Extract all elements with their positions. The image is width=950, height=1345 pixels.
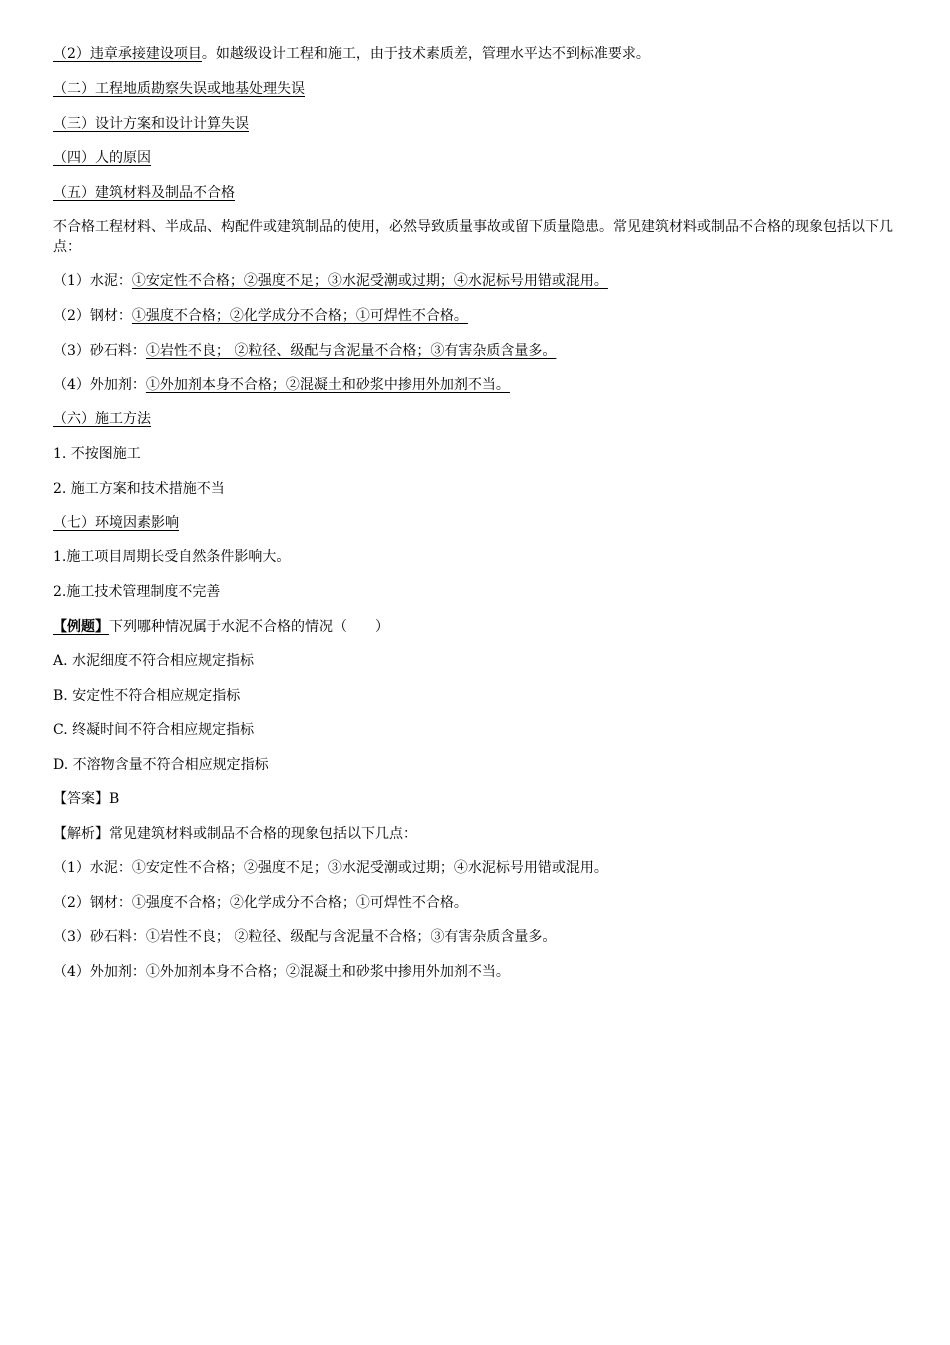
option-c: C. 终凝时间不符合相应规定指标 [53, 722, 255, 738]
list-item-admixture-text: ①外加剂本身不合格；②混凝土和砂浆中掺用外加剂不当。 [145, 377, 510, 393]
analysis-admixture: （4）外加剂：①外加剂本身不合格；②混凝土和砂浆中掺用外加剂不当。 [53, 964, 510, 980]
heading-materials-text: （五）建筑材料及制品不合格 [53, 185, 235, 201]
heading-design [53, 114, 910, 134]
heading-materials [53, 183, 910, 203]
list-item-management-system: 2.施工技术管理制度不完善 [53, 584, 221, 600]
example-tag: 【例题】 [53, 619, 109, 635]
list-item-aggregate-label: （3）砂石料： [53, 343, 146, 359]
analysis-cement: （1）水泥：①安定性不合格；②强度不足；③水泥受潮或过期；④水泥标号用错或混用。 [53, 860, 608, 876]
heading-environment-text: （七）环境因素影响 [53, 515, 179, 531]
heading-construction-method [53, 409, 910, 429]
analysis-intro: 【解析】常见建筑材料或制品不合格的现象包括以下几点： [53, 826, 417, 842]
list-item-steel [53, 306, 910, 326]
heading-design-text: （三）设计方案和设计计算失误 [53, 116, 249, 132]
list-item-natural-conditions: 1.施工项目周期长受自然条件影响大。 [53, 549, 291, 565]
list-item-steel-text: ①强度不合格；②化学成分不合格；①可焊性不合格。 [131, 308, 468, 324]
paragraph-illegal-contracting [53, 44, 910, 64]
list-item-admixture-label: （4）外加剂： [53, 377, 146, 393]
heading-human [53, 148, 910, 168]
heading-geology [53, 79, 910, 99]
option-a: A. 水泥细度不符合相应规定指标 [53, 653, 255, 669]
list-item-aggregate-text: ①岩性不良； ②粒径、级配与含泥量不合格；③有害杂质含量多。 [145, 343, 557, 359]
example-question-text: 下列哪种情况属于水泥不合格的情况（ ） [109, 619, 389, 635]
list-item-aggregate [53, 341, 910, 361]
list-item-not-following-drawings: 1. 不按图施工 [53, 446, 141, 462]
list-item-cement-text: ①安定性不合格；②强度不足；③水泥受潮或过期；④水泥标号用错或混用。 [131, 273, 608, 289]
heading-environment [53, 513, 910, 533]
paragraph-materials-intro: 不合格工程材料、半成品、构配件或建筑制品的使用，必然导致质量事故或留下质量隐患。常见建筑材料或制品不合格的现象包括以下几点： [53, 219, 893, 255]
option-b: B. 安定性不符合相应规定指标 [53, 688, 241, 704]
heading-human-text: （四）人的原因 [53, 150, 151, 166]
heading-construction-method-text: （六）施工方法 [53, 411, 151, 427]
heading-geology-text: （二）工程地质勘察失误或地基处理失误 [53, 81, 305, 97]
analysis-aggregate: （3）砂石料：①岩性不良； ②粒径、级配与含泥量不合格；③有害杂质含量多。 [53, 929, 557, 945]
list-item-improper-plan: 2. 施工方案和技术措施不当 [53, 481, 225, 497]
example-question [53, 617, 910, 637]
list-item-admixture [53, 375, 910, 395]
subheading-illegal-contracting: （2）违章承接建设项目 [53, 46, 202, 62]
list-item-cement [53, 271, 910, 291]
option-d: D. 不溶物含量不符合相应规定指标 [53, 757, 269, 773]
list-item-cement-label: （1）水泥： [53, 273, 132, 289]
analysis-steel: （2）钢材：①强度不合格；②化学成分不合格；①可焊性不合格。 [53, 895, 468, 911]
text-illegal-contracting: 。如越级设计工程和施工，由于技术素质差，管理水平达不到标准要求。 [201, 46, 650, 62]
answer: 【答案】B [53, 791, 120, 807]
list-item-steel-label: （2）钢材： [53, 308, 132, 324]
